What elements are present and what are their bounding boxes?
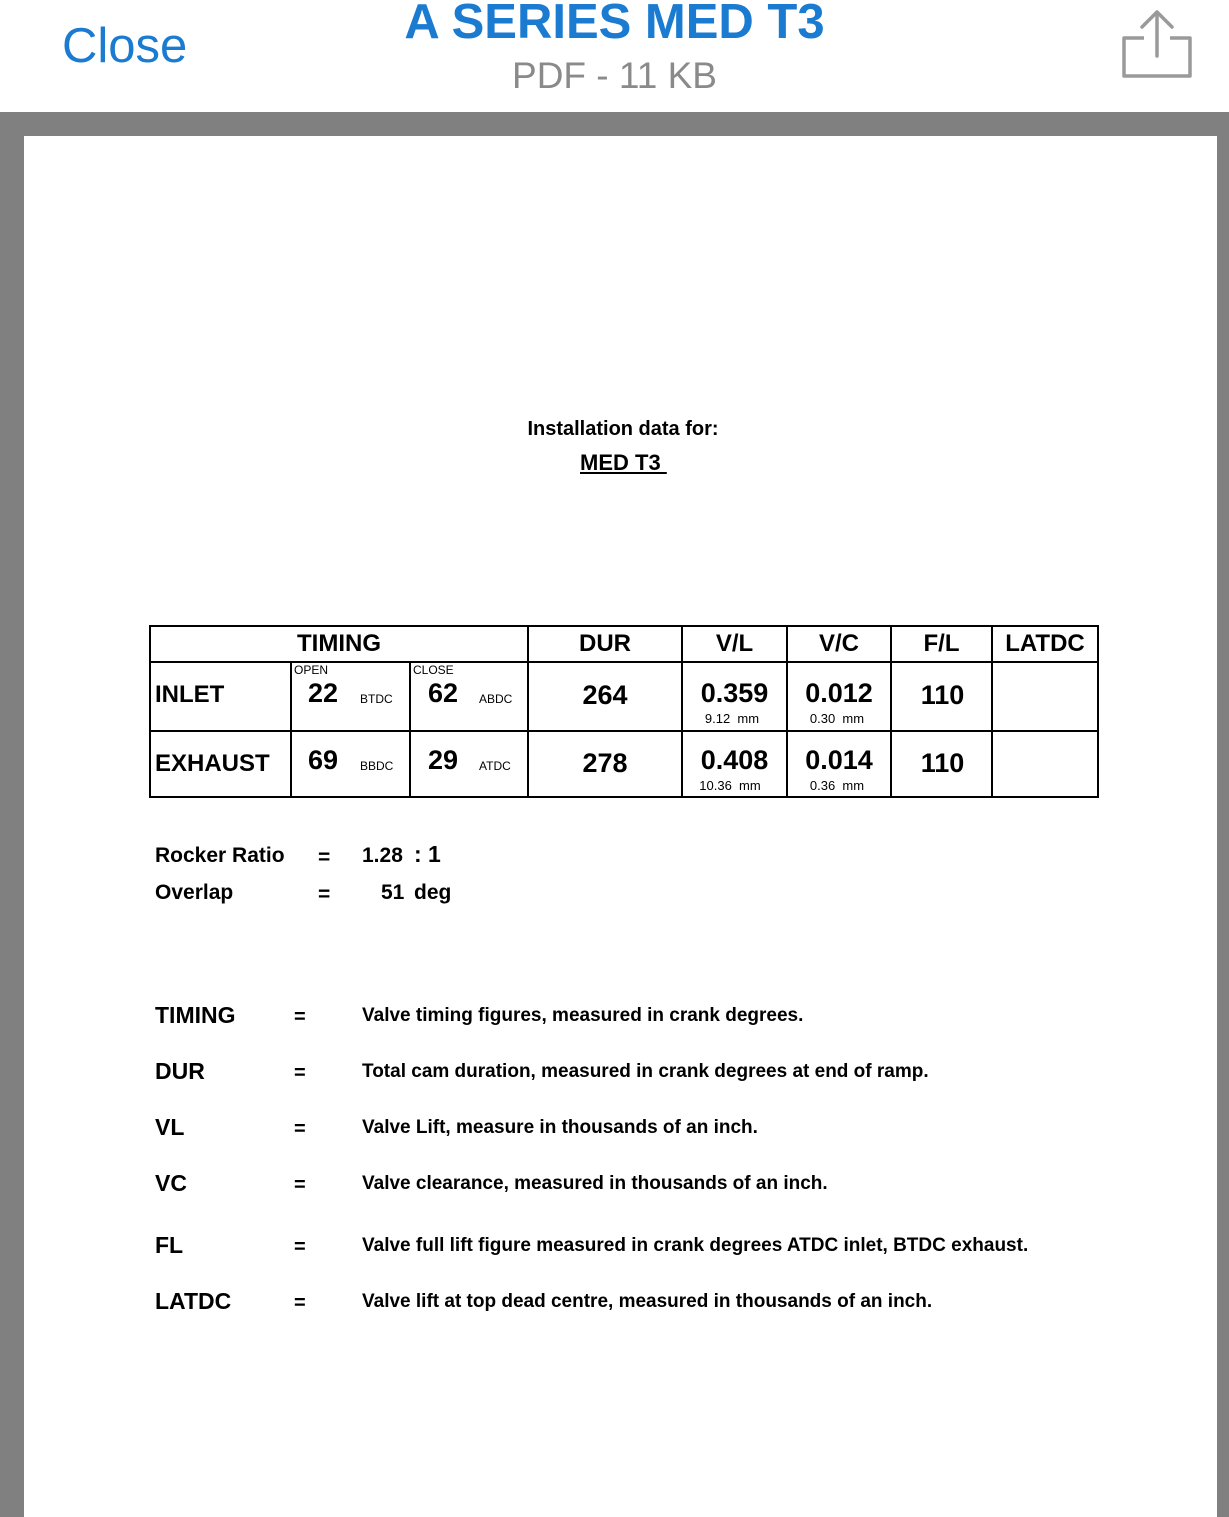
close-button[interactable]: Close bbox=[62, 19, 188, 73]
inlet-vc-mm: 0.30 mm bbox=[809, 711, 865, 726]
open-label: OPEN bbox=[294, 663, 329, 677]
exhaust-vc: 0.014 bbox=[805, 745, 873, 775]
header-timing: TIMING bbox=[297, 630, 381, 657]
inlet-vc: 0.012 bbox=[805, 678, 873, 708]
def-eq-timing: = bbox=[294, 1006, 306, 1028]
row-label-inlet: INLET bbox=[155, 681, 225, 708]
def-eq-vl: = bbox=[294, 1118, 306, 1140]
def-key-timing: TIMING bbox=[155, 1002, 236, 1028]
def-key-vl: VL bbox=[155, 1114, 185, 1140]
inlet-open-ref: BTDC bbox=[360, 692, 393, 706]
def-text-vl: Valve Lift, measure in thousands of an inch. bbox=[362, 1117, 758, 1138]
installation-name: MED T3 bbox=[580, 450, 667, 475]
def-eq-latdc: = bbox=[294, 1292, 306, 1314]
exhaust-open-value: 69 bbox=[308, 745, 339, 775]
share-icon bbox=[1118, 8, 1196, 84]
def-text-fl: Valve full lift figure measured in crank degrees ATDC inlet, BTDC exhaust. bbox=[362, 1235, 1029, 1256]
inlet-close-ref: ABDC bbox=[479, 692, 513, 706]
rocker-ratio-suffix: : 1 bbox=[414, 841, 441, 867]
exhaust-vl: 0.408 bbox=[700, 745, 769, 775]
def-key-vc: VC bbox=[155, 1170, 187, 1196]
def-eq-dur: = bbox=[294, 1062, 306, 1084]
rocker-ratio-equals: = bbox=[318, 846, 331, 869]
inlet-vl: 0.359 bbox=[700, 678, 769, 708]
inlet-dur: 264 bbox=[582, 680, 628, 710]
top-bar bbox=[0, 0, 1229, 112]
close-label: CLOSE bbox=[413, 663, 454, 677]
exhaust-vc-mm: 0.36 mm bbox=[809, 778, 865, 793]
def-text-vc: Valve clearance, measured in thousands of an inch. bbox=[362, 1173, 828, 1194]
def-text-dur: Total cam duration, measured in crank degrees at end of ramp. bbox=[362, 1061, 929, 1082]
exhaust-close-value: 29 bbox=[428, 745, 459, 775]
header-dur: DUR bbox=[579, 630, 631, 657]
row-label-exhaust: EXHAUST bbox=[155, 750, 270, 777]
exhaust-dur: 278 bbox=[582, 748, 628, 778]
exhaust-open-ref: BBDC bbox=[360, 759, 394, 773]
document-title: A SERIES MED T3 bbox=[404, 0, 825, 49]
def-text-timing: Valve timing figures, measured in crank degrees. bbox=[362, 1005, 804, 1026]
exhaust-fl: 110 bbox=[920, 748, 965, 778]
overlap-value: 51 bbox=[381, 881, 405, 904]
overlap-label: Overlap bbox=[155, 881, 234, 904]
exhaust-vl-mm: 10.36 mm bbox=[699, 778, 761, 793]
header-latdc: LATDC bbox=[1005, 630, 1085, 657]
inlet-close-value: 62 bbox=[428, 678, 459, 708]
inlet-fl: 110 bbox=[920, 680, 965, 710]
installation-title: Installation data for: bbox=[527, 418, 719, 440]
def-key-dur: DUR bbox=[155, 1058, 205, 1084]
def-key-fl: FL bbox=[155, 1232, 184, 1258]
inlet-vl-mm: 9.12 mm bbox=[704, 711, 760, 726]
rocker-ratio-value: 1.28 bbox=[362, 844, 403, 867]
overlap-equals: = bbox=[318, 883, 331, 906]
def-text-latdc: Valve lift at top dead centre, measured in thousands of an inch. bbox=[362, 1291, 933, 1312]
exhaust-close-ref: ATDC bbox=[479, 759, 511, 773]
def-eq-vc: = bbox=[294, 1174, 306, 1196]
header-fl: F/L bbox=[923, 630, 960, 657]
rocker-ratio-label: Rocker Ratio bbox=[155, 844, 285, 867]
inlet-open-value: 22 bbox=[308, 678, 339, 708]
overlap-unit: deg bbox=[414, 881, 452, 904]
share-button[interactable] bbox=[1118, 8, 1196, 84]
document-subtitle: PDF - 11 KB bbox=[512, 55, 717, 96]
header-vc: V/C bbox=[818, 630, 859, 657]
def-key-latdc: LATDC bbox=[155, 1288, 232, 1314]
def-eq-fl: = bbox=[294, 1236, 306, 1258]
header-vl: V/L bbox=[715, 630, 754, 657]
